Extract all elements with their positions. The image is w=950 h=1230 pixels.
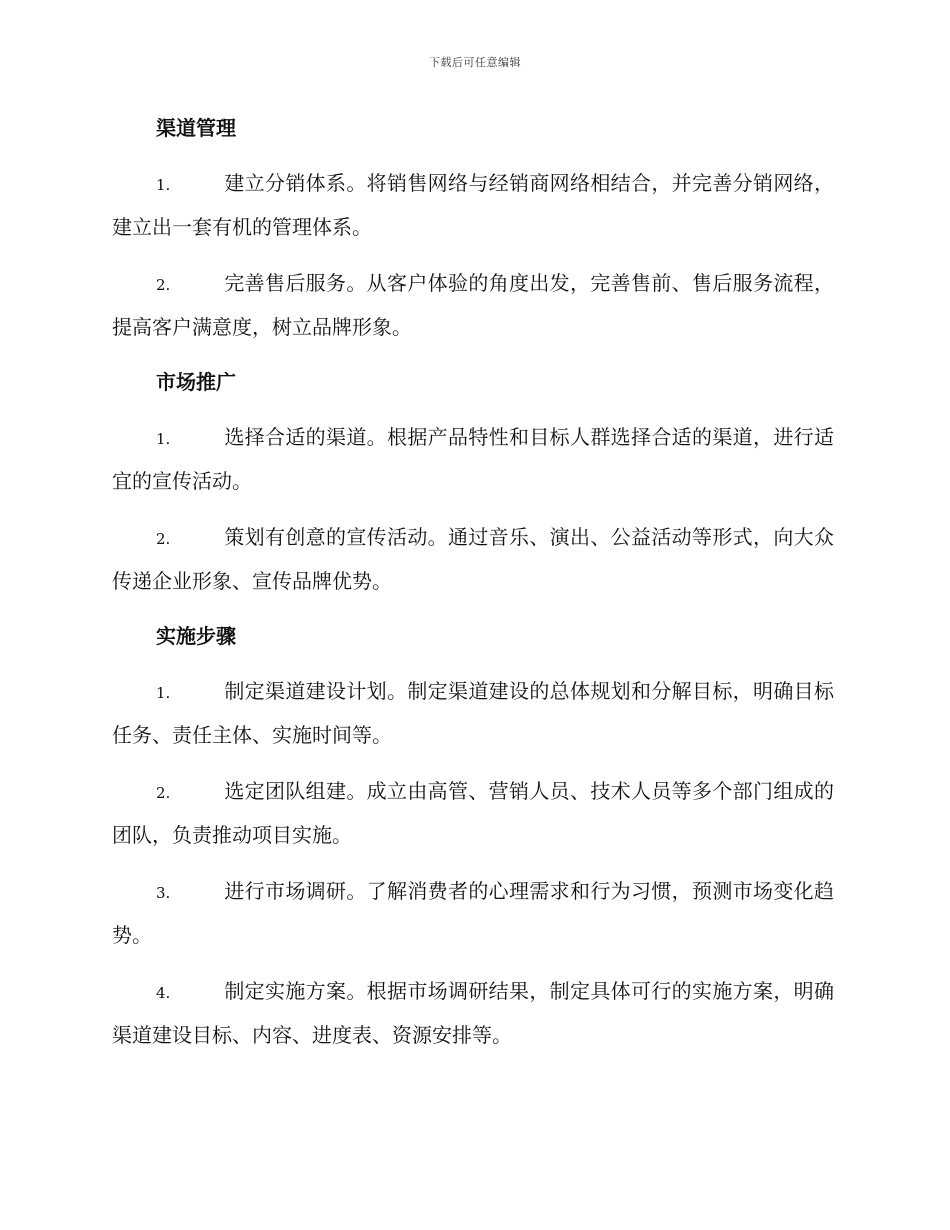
- list-item: [112, 770, 834, 856]
- item-text: 策划有创意的宣传活动。通过音乐、演出、公益活动等形式，向大众传递企业形象、宣传品牌优势。: [112, 525, 834, 593]
- item-number: 2.: [156, 530, 171, 548]
- item-number: 1.: [156, 176, 171, 194]
- section-title: 渠道管理: [156, 116, 236, 140]
- list-item: [112, 516, 834, 602]
- item-number: 1.: [156, 430, 171, 448]
- list-item: [112, 970, 834, 1056]
- item-number: 4.: [156, 984, 171, 1002]
- item-text: 制定实施方案。根据市场调研结果，制定具体可行的实施方案，明确渠道建设目标、内容、进度表、资源安排等。: [112, 979, 834, 1047]
- item-text: 完善售后服务。从客户体验的角度出发，完善售前、售后服务流程，提高客户满意度，树立品牌形象。: [112, 271, 834, 339]
- section-marketing-promotion: [112, 362, 834, 602]
- list-item: [112, 162, 834, 248]
- item-number: 2.: [156, 276, 171, 294]
- section-title: 实施步骤: [156, 624, 236, 648]
- list-item: [112, 670, 834, 756]
- item-number: 1.: [156, 684, 171, 702]
- document-body: [112, 108, 834, 1070]
- item-text: 选择合适的渠道。根据产品特性和目标人群选择合适的渠道，进行适宜的宣传活动。: [112, 425, 834, 493]
- page-header: 下载后可任意编辑: [429, 56, 521, 69]
- item-text: 选定团队组建。成立由高管、营销人员、技术人员等多个部门组成的团队，负责推动项目实施。: [112, 779, 834, 847]
- section-title: 市场推广: [156, 370, 236, 394]
- item-text: 制定渠道建设计划。制定渠道建设的总体规划和分解目标，明确目标任务、责任主体、实施时间等。: [112, 679, 834, 747]
- item-number: 2.: [156, 784, 171, 802]
- list-item: [112, 416, 834, 502]
- section-channel-management: [112, 108, 834, 348]
- item-text: 建立分销体系。将销售网络与经销商网络相结合，并完善分销网络，建立出一套有机的管理体系。: [112, 171, 834, 239]
- section-implementation-steps: [112, 616, 834, 1056]
- list-item: [112, 870, 834, 956]
- list-item: [112, 262, 834, 348]
- item-text: 进行市场调研。了解消费者的心理需求和行为习惯，预测市场变化趋势。: [112, 879, 834, 947]
- item-number: 3.: [156, 884, 171, 902]
